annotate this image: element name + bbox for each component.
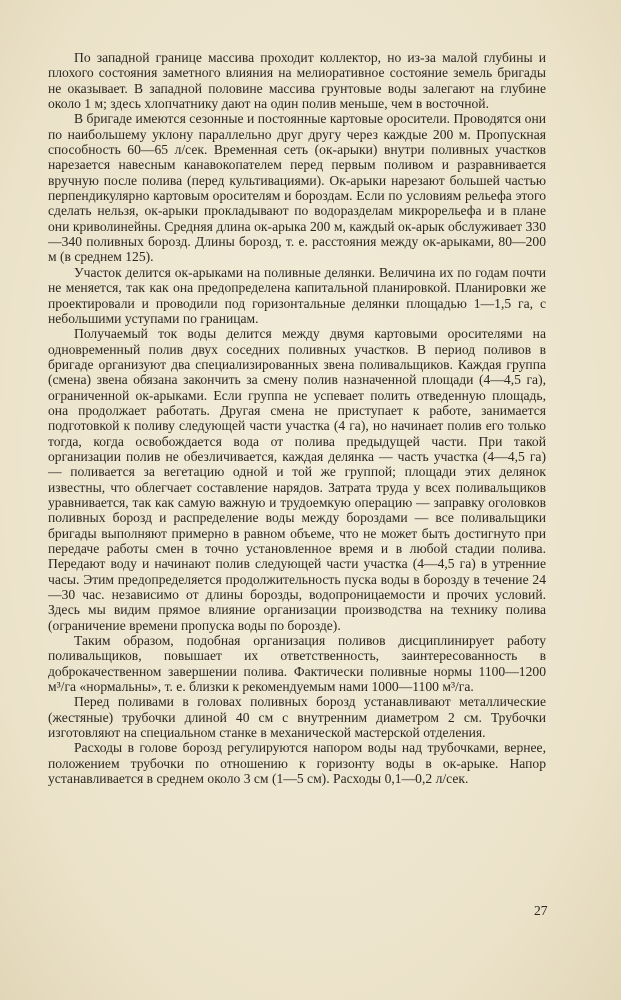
paragraph-water-flow: Получаемый ток воды делится между двумя картовыми оросителями на одновременный полив двух соседних поливных участков. В период поливов в бригаде организуют два специализированных звена поливальщиков. Каждая группа (смена) звена обязана закончить за смену полив назначенной площади (4—4,5 га), ограниченной ок-арыками. Если группа не успевает полить отведенную площадь, она продолжает работать. Другая смена не приступает к работе, занимается подготовкой к поливу следующей части участка (4 га), но начинает полив его только тогда, когда освобождается вода от полива предыдущей части. При такой организации полив не обезличивается, каждая делянка — часть участка (4—4,5 га) — поливается за вегетацию одной и той же группой; площади этих делянок известны, что облегчает составление нарядов. Затрата труда у всех поливальщиков уравнивается, так как самую важную и трудоемкую операцию — заправку оголовков поливных борозд и распределение воды между бороздами — все поливальщики бригады выполняют примерно в равном объеме, что не может быть достигнуто при передаче работы смен в точно установленное время и в любой стадии полива. Передают воду и начинают полив следующей части участка (4—4,5 га) в утренние часы. Этим предопределяется продолжительность пуска воды в борозду в течение 24—30 час. независимо от длины борозды, водопроницаемости и прочих условий. Здесь мы видим прямое влияние организации производства на технику полива (ограничение времени пропуска воды по борозде). (48, 326, 546, 633)
paragraph-organization: Таким образом, подобная организация поливов дисциплинирует работу поливальщиков, повышает их ответственность, заинтересованность в доброкачественном завершении полива. Фактически поливные нормы 1100—1200 м³/га «нормальны», т. е. близки к рекомендуемым нами 1000—1100 м³/га. (48, 633, 546, 695)
paragraph-plots: Участок делится ок-арыками на поливные делянки. Величина их по годам почти не меняется, так как она предопределена капитальной планировкой. Планировки же проектировали и проводили под горизонтальные делянки площадью 1—1,5 га, с небольшими уступами по границам. (48, 264, 546, 326)
page-number: 27 (534, 903, 548, 918)
paragraph-irrigators: В бригаде имеются сезонные и постоянные картовые оросители. Проводятся они по наибольшему уклону параллельно друг другу через каждые 200 м. Пропускная способность 60—65 л/сек. Временная сеть (ок-арыки) внутри поливных участков нарезается навесным канавокопателем перед первым поливом и разравнивается вручную после полива (перед культивациями). Ок-арыки нарезают большей частью перпендикулярно картовым оросителям и бороздам. Если по условиям рельефа этого сделать нельзя, ок-арыки прокладывают по водоразделам микрорельефа и в плане они криволинейны. Средняя длина ок-арыка 200 м, каждый ок-арык обслуживает 330—340 поливных борозд. Длины борозд, т. е. расстояния между ок-арыками, 80—200 м (в среднем 125). (48, 111, 546, 265)
paragraph-collector: По западной границе массива проходит коллектор, но из-за малой глубины и плохого состояния заметного влияния на мелиоративное состояние земель бригады не оказывает. В западной половине массива грунтовые воды залегают на глубине около 1 м; здесь хлопчатнику дают на один полив меньше, чем в восточной. (48, 50, 546, 112)
paragraph-discharge: Расходы в голове борозд регулируются напором воды над трубочками, вернее, положением трубочки по отношению к горизонту воды в ок-арыке. Напор устанавливается в среднем около 3 см (1—5 см). Расходы 0,1—0,2 л/сек. (48, 740, 546, 787)
paragraph-tubes: Перед поливами в головах поливных борозд устанавливают металлические (жестяные) трубочки длиной 40 см с внутренним диаметром 2 см. Трубочки изготовляют на специальном станке в механической мастерской отделения. (48, 694, 546, 741)
body-text (48, 50, 546, 787)
